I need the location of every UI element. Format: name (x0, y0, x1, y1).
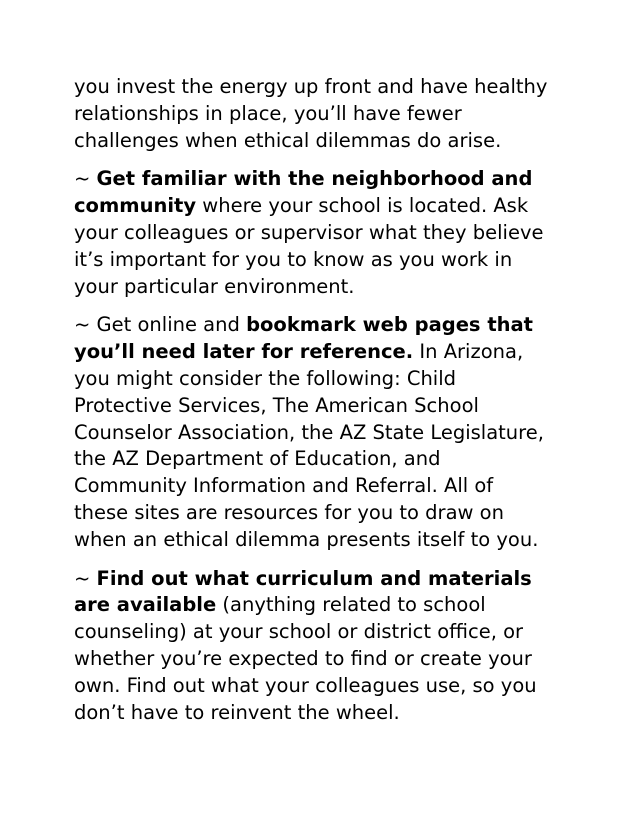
text-run: In Arizona, (413, 340, 524, 364)
text-run: challenges when ethical dilemmas do arise. (74, 128, 502, 152)
text-line (74, 566, 574, 593)
text-run: when an ethical dilemma presents itself to you. (74, 527, 539, 551)
text-run: your colleagues or supervisor what they believe (74, 220, 544, 244)
text-line (74, 473, 574, 500)
bold-text-run: are available (74, 593, 217, 617)
text-line (74, 700, 574, 727)
text-line (74, 128, 574, 155)
text-run: these sites are resources for you to draw on (74, 500, 504, 524)
text-run: it’s important for you to know as you work in (74, 247, 513, 271)
text-run: the AZ Department of Education, and (74, 447, 441, 471)
text-run: where your school is located. Ask (196, 194, 529, 218)
text-run: Counselor Association, the AZ State Legislature, (74, 420, 544, 444)
text-line (74, 247, 574, 274)
text-line (74, 312, 574, 339)
text-line (74, 274, 574, 301)
text-line (74, 193, 574, 220)
text-line (74, 527, 574, 554)
text-run: (anything related to school (216, 593, 486, 617)
text-line (74, 220, 574, 247)
text-run: don’t have to reinvent the wheel. (74, 700, 400, 724)
text-line (74, 366, 574, 393)
text-run: ~ (74, 167, 97, 191)
text-run: relationships in place, you’ll have fewer (74, 101, 462, 125)
text-line (74, 420, 574, 447)
text-line (74, 74, 574, 101)
text-run: you might consider the following: Child (74, 366, 457, 390)
text-line (74, 101, 574, 128)
text-run: your particular environment. (74, 274, 355, 298)
text-line (74, 646, 574, 673)
text-line (74, 393, 574, 420)
paragraph-curriculum (74, 566, 574, 727)
paragraph-neighborhood (74, 166, 574, 300)
text-run: Protective Services, The American School (74, 393, 479, 417)
text-line (74, 500, 574, 527)
bold-text-run: you’ll need later for reference. (74, 340, 414, 364)
text-run: own. Find out what your colleagues use, so you (74, 673, 537, 697)
text-line (74, 339, 574, 366)
bold-text-run: community (74, 194, 197, 218)
text-line (74, 166, 574, 193)
paragraph-relationships (74, 74, 574, 154)
bold-text-run: bookmark web pages that (246, 313, 534, 337)
text-run: whether you’re expected to find or create your (74, 646, 532, 670)
text-run: counseling) at your school or district office, or (74, 620, 524, 644)
text-run: you invest the energy up front and have healthy (74, 75, 548, 98)
text-run: ~ Get online and (74, 313, 247, 337)
text-line (74, 673, 574, 700)
text-run: Community Information and Referral. All of (74, 474, 494, 498)
text-run: ~ (74, 566, 97, 590)
document-page (74, 74, 574, 738)
text-line (74, 619, 574, 646)
text-line (74, 592, 574, 619)
bold-text-run: Get familiar with the neighborhood and (96, 167, 533, 191)
paragraph-bookmarks (74, 312, 574, 553)
text-line (74, 446, 574, 473)
bold-text-run: Find out what curriculum and materials (96, 566, 532, 590)
